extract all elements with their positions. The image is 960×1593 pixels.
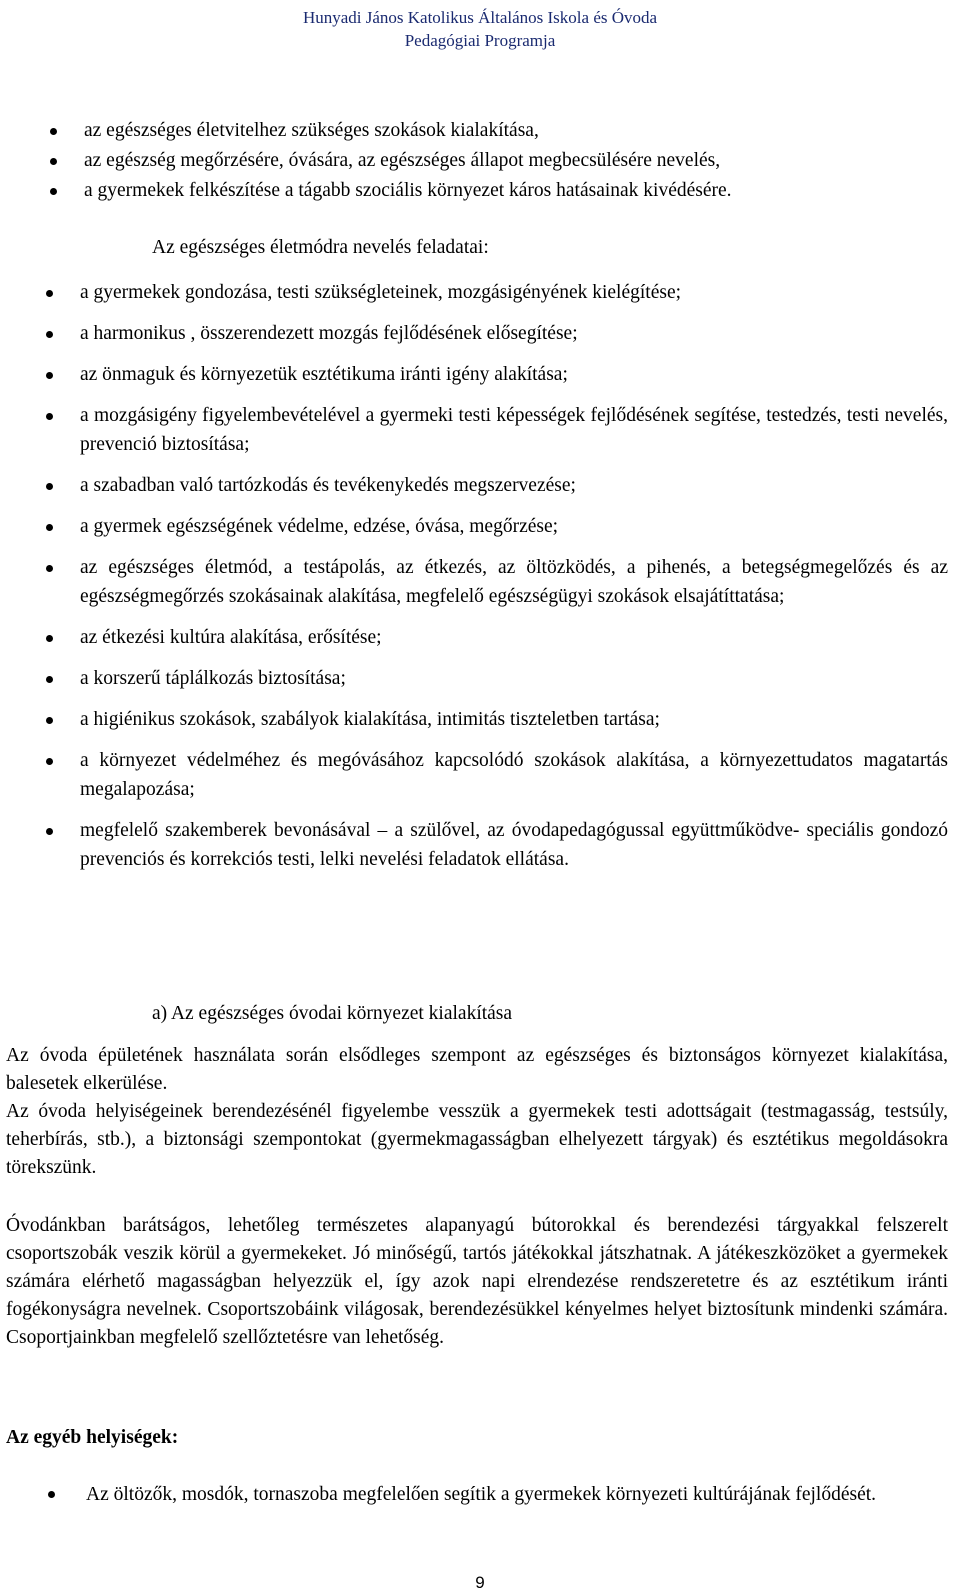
tasks-list [0,278,960,886]
other-rooms-list [0,1480,960,1509]
list-item [0,176,960,206]
list-item [0,553,960,611]
page-number: 9 [475,1573,485,1592]
bullet-icon [46,828,53,835]
list-item [0,664,960,693]
list-item [0,705,960,734]
section-a-body [0,1042,960,1352]
bullet-icon [46,331,53,338]
bullet-icon [46,372,53,379]
bullet-icon [46,483,53,490]
tasks-heading-block [0,234,960,262]
bullet-icon [46,717,53,724]
other-rooms-heading-block [0,1424,960,1452]
list-item-text: az önmaguk és környezetük esztétikuma iránti igény alakítása; [80,364,568,385]
list-item [0,319,960,348]
bullet-icon [50,128,57,135]
list-item [0,146,960,176]
tasks-heading: Az egészséges életmódra nevelés feladatai: [152,237,489,258]
list-item [0,1480,960,1509]
list-item [0,360,960,389]
list-item-text: az étkezési kultúra alakítása, erősítése; [80,627,382,648]
bullet-icon [46,290,53,297]
list-item [0,512,960,541]
header-school-name: Hunyadi János Katolikus Általános Iskola és Óvoda [302,8,658,27]
bullet-icon [46,635,53,642]
bullet-icon [50,188,57,195]
list-item-text: az egészség megőrzésére, óvására, az egészséges állapot megbecsülésére nevelés, [84,150,721,171]
bullet-icon [50,158,57,165]
goals-list [0,116,960,206]
list-item [0,816,960,874]
bullet-icon [46,413,53,420]
list-item [0,116,960,146]
page-header [0,6,960,52]
list-item [0,278,960,307]
list-item-text: a higiénikus szokások, szabályok kialakítása, intimitás tiszteletben tartása; [80,709,660,730]
bullet-icon [46,524,53,531]
list-item [0,623,960,652]
bullet-icon [46,758,53,765]
section-a [0,1000,960,1028]
list-item-text: a gyermekek gondozása, testi szükségleteinek, mozgásigényének kielégítése; [80,282,682,303]
list-item-text: a gyermekek felkészítése a tágabb szociális környezet káros hatásainak kivédésére. [84,180,732,201]
list-item-text: Az öltözők, mosdók, tornaszoba megfelelően segítik a gyermekek környezeti kultúrájának fejlődését. [86,1484,877,1505]
list-item-text: a korszerű táplálkozás biztosítása; [80,668,346,689]
list-item-text: megfelelő szakemberek bevonásával – a szülővel, az óvodapedagógussal együttműködve- speciális gondozó prevenciós és korrekciós testi, lelki nevelési feladatok ellátása. [80,820,948,870]
paragraph: Az óvoda helyiségeinek berendezésénél figyelembe vesszük a gyermekek testi adottságait (testmagasság, testsúly, teherbírás, stb.), a biztonsági szempontokat (gyermekmagasságban elhelyezett tárgyak) és esztétikus megoldásokra törekszünk. [6,1101,948,1178]
paragraph: Az óvoda épületének használata során elsődleges szempont az egészséges és biztonságos környezet kialakítása, balesetek elkerülése. [6,1045,948,1094]
list-item-text: a szabadban való tartózkodás és tevékenykedés megszervezése; [80,475,576,496]
list-item [0,746,960,804]
list-item-text: a mozgásigény figyelembevételével a gyermeki testi képességek fejlődésének segítése, testedzés, testi nevelés, prevenció biztosítása; [80,405,948,455]
header-document-title: Pedagógiai Programja [404,31,556,50]
list-item-text: a gyermek egészségének védelme, edzése, óvása, megőrzése; [80,516,559,537]
list-item-text: a harmonikus , összerendezett mozgás fejlődésének elősegítése; [80,323,578,344]
bullet-icon [48,1491,55,1498]
bullet-icon [46,565,53,572]
other-rooms-heading: Az egyéb helyiségek: [6,1427,179,1448]
list-item [0,471,960,500]
list-item-text: az egészséges életmód, a testápolás, az étkezés, az öltözködés, a pihenés, a betegségmegelőzés és az egészségmegőrzés szokásainak alakítása, megfelelő egészségügyi szokások elsajátíttatása; [80,557,948,607]
paragraph: Óvodánkban barátságos, lehetőleg természetes alapanyagú bútorokkal és berendezési tárgyakkal felszerelt csoportszobák veszik körül a gyermekeket. Jó minőségű, tartós játékokkal játszhatnak. A játékeszközöket a gyermekek számára elérhető magasságban helyezzük el, így azok napi elrendezése rendszeretetre és az esztétikum iránti fogékonyságra nevelnek. Csoportszobáink világosak, berendezésükkel kényelmes helyet biztosítunk mindenki számára. Csoportjainkban megfelelő szellőztetésre van lehetőség. [6,1215,948,1348]
section-a-heading: a) Az egészséges óvodai környezet kialakítása [152,1003,513,1024]
list-item-text: az egészséges életvitelhez szükséges szokások kialakítása, [84,120,539,141]
list-item [0,401,960,459]
list-item-text: a környezet védelméhez és megóvásához kapcsolódó szokások alakítása, a környezettudatos magatartás megalapozása; [80,750,948,800]
bullet-icon [46,676,53,683]
